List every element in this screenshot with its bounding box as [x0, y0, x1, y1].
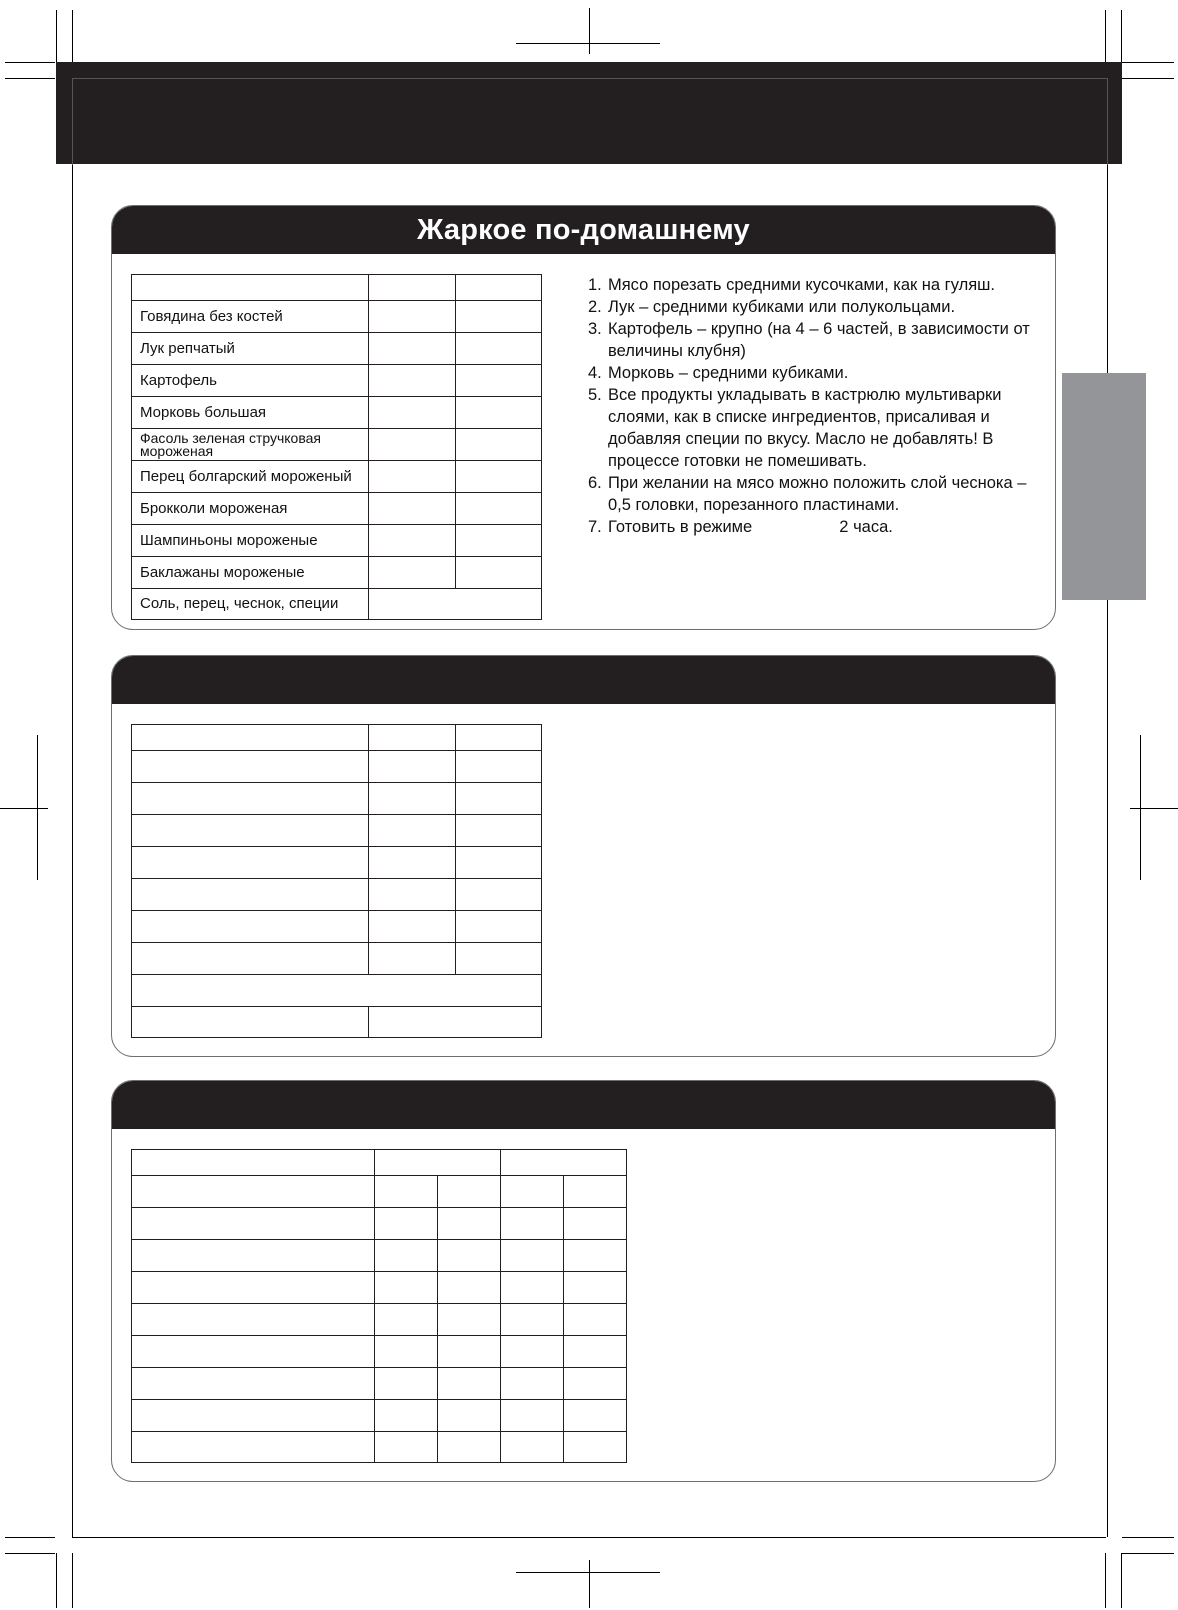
ingredient-name: Картофель [132, 365, 369, 397]
crop-mark [1122, 1537, 1174, 1538]
crop-mark [516, 1572, 660, 1573]
step-number: 2. [588, 298, 602, 316]
blank-cell [564, 1240, 627, 1272]
recipe-title: Жаркое по-домашнему [112, 206, 1055, 254]
table-row [132, 397, 542, 429]
ingredient-name: Морковь большая [132, 397, 369, 429]
blank-cell [375, 1272, 438, 1304]
table-row [132, 975, 542, 1007]
blank-cell [132, 1336, 375, 1368]
blank-cell [132, 1176, 375, 1208]
step-text: Все продукты укладывать в кастрюлю мультиварки слоями, как в списке ингредиентов, присаливая и добавляя специи по вкусу. Масло не добавлять! В процессе готовки не помешивать. [608, 386, 1002, 470]
ingredients-table-blank-wide [131, 1149, 627, 1463]
blank-cell [501, 1368, 564, 1400]
amount-cell [369, 461, 456, 493]
step-item [588, 274, 1048, 296]
blank-cell [132, 1272, 375, 1304]
ingredient-name: Говядина без костей [132, 301, 369, 333]
blank-cell [375, 1240, 438, 1272]
crop-mark [5, 62, 55, 63]
blank-cell [375, 1176, 438, 1208]
blank-cell [564, 1432, 627, 1463]
table-row [132, 429, 542, 461]
blank-cell [132, 943, 369, 975]
blank-cell [564, 1272, 627, 1304]
section-side-tab [1062, 373, 1146, 600]
crop-mark [72, 1537, 1106, 1538]
blank-cell [438, 1208, 501, 1240]
blank-cell [375, 1368, 438, 1400]
step-item [588, 384, 1048, 472]
amount-cell [369, 493, 456, 525]
ingredient-name: Фасоль зеленая стручковая мороженая [132, 429, 369, 461]
blank-cell [369, 815, 456, 847]
table-header-row [132, 275, 542, 301]
step-number: 3. [588, 320, 602, 338]
table-row [132, 1400, 627, 1432]
blank-cell [501, 1336, 564, 1368]
ingredient-name: Соль, перец, чеснок, специи [132, 589, 369, 620]
ingredient-name: Баклажаны мороженые [132, 557, 369, 589]
header-band-inner [72, 78, 1108, 165]
amount-cell [369, 365, 456, 397]
header-band [56, 62, 1122, 164]
blank-cell [132, 1007, 369, 1038]
table-row [132, 1176, 627, 1208]
blank-cell [132, 1304, 375, 1336]
blank-cell [501, 1272, 564, 1304]
ingredient-name: Лук репчатый [132, 333, 369, 365]
crop-mark [1122, 1553, 1174, 1554]
blank-cell [375, 1400, 438, 1432]
ingredients-table [131, 274, 542, 620]
blank-cell [369, 847, 456, 879]
blank-cell [369, 911, 456, 943]
table-row [132, 1272, 627, 1304]
table-row [132, 1240, 627, 1272]
step-item [588, 296, 1048, 318]
step-number: 1. [588, 276, 602, 294]
recipe-steps [588, 274, 1048, 538]
table-row [132, 815, 542, 847]
blank-cell [456, 815, 542, 847]
crop-mark [1121, 10, 1122, 62]
blank-cell [132, 1400, 375, 1432]
step-item [588, 318, 1048, 362]
blank-cell [438, 1400, 501, 1432]
recipe-card-1 [111, 205, 1056, 630]
amount-cell [456, 365, 542, 397]
step-text: Картофель – крупно (на 4 – 6 частей, в зависимости от величины клубня) [608, 320, 1030, 360]
blank-cell [369, 783, 456, 815]
blank-cell [369, 751, 456, 783]
table-row [132, 589, 542, 620]
amount-cell [369, 589, 542, 620]
amount-cell [456, 301, 542, 333]
ingredient-name: Брокколи мороженая [132, 493, 369, 525]
blank-cell [456, 879, 542, 911]
table-row [132, 911, 542, 943]
blank-cell [501, 1150, 627, 1176]
blank-cell [501, 1400, 564, 1432]
blank-cell [438, 1432, 501, 1463]
step-text: При желании на мясо можно положить слой чеснока – 0,5 головки, порезанного пластинами. [608, 474, 1027, 514]
blank-cell [132, 879, 369, 911]
blank-cell [456, 911, 542, 943]
crop-mark [1105, 1553, 1106, 1608]
blank-cell [375, 1336, 438, 1368]
step-text: Мясо порезать средними кусочками, как на гуляш. [608, 276, 995, 294]
step-number: 6. [588, 474, 602, 492]
table-row [132, 1368, 627, 1400]
blank-cell [501, 1240, 564, 1272]
blank-cell [375, 1150, 501, 1176]
crop-mark [1122, 62, 1174, 63]
blank-cell [438, 1272, 501, 1304]
blank-cell [132, 725, 369, 751]
header-cell [456, 275, 542, 301]
table-row [132, 493, 542, 525]
table-row [132, 943, 542, 975]
ingredients-table-blank [131, 724, 542, 1038]
recipe-card-2 [111, 655, 1056, 1057]
table-row [132, 1432, 627, 1463]
blank-cell [564, 1304, 627, 1336]
table-row [132, 301, 542, 333]
blank-cell [564, 1176, 627, 1208]
blank-cell [456, 847, 542, 879]
blank-cell [132, 751, 369, 783]
blank-cell [501, 1208, 564, 1240]
blank-cell [501, 1432, 564, 1463]
table-row [132, 557, 542, 589]
blank-cell [438, 1336, 501, 1368]
amount-cell [369, 525, 456, 557]
blank-cell [132, 1240, 375, 1272]
blank-cell [564, 1368, 627, 1400]
crop-mark [1121, 1553, 1122, 1608]
recipe-card-3 [111, 1080, 1056, 1482]
recipe-title-empty [112, 656, 1055, 704]
blank-cell [132, 1432, 375, 1463]
blank-cell [132, 1208, 375, 1240]
amount-cell [456, 557, 542, 589]
blank-cell [369, 725, 456, 751]
crop-mark [1105, 10, 1106, 62]
blank-cell [375, 1208, 438, 1240]
crop-mark [1130, 808, 1178, 809]
blank-cell [564, 1400, 627, 1432]
ingredient-name: Перец болгарский мороженый [132, 461, 369, 493]
table-row [132, 783, 542, 815]
table-row [132, 525, 542, 557]
table-row [132, 1336, 627, 1368]
blank-cell [456, 725, 542, 751]
blank-cell [456, 783, 542, 815]
blank-cell [438, 1176, 501, 1208]
crop-mark [1122, 78, 1174, 79]
step-item [588, 362, 1048, 384]
crop-mark [516, 43, 660, 44]
crop-mark [72, 10, 73, 62]
recipe-title-empty [112, 1081, 1055, 1129]
amount-cell [369, 301, 456, 333]
amount-cell [369, 429, 456, 461]
blank-cell [501, 1304, 564, 1336]
table-header-row [132, 1150, 627, 1176]
step-text: Морковь – средними кубиками. [608, 364, 849, 382]
crop-mark [0, 808, 48, 809]
blank-cell [564, 1336, 627, 1368]
step-number: 4. [588, 364, 602, 382]
amount-cell [456, 429, 542, 461]
blank-cell [132, 1150, 375, 1176]
blank-cell [501, 1176, 564, 1208]
ingredient-name: Шампиньоны мороженые [132, 525, 369, 557]
blank-cell [132, 1368, 375, 1400]
blank-cell [369, 943, 456, 975]
blank-cell [132, 975, 542, 1007]
amount-cell [369, 397, 456, 429]
step-number: 5. [588, 386, 602, 404]
blank-cell [369, 1007, 542, 1038]
amount-cell [456, 525, 542, 557]
blank-cell [438, 1240, 501, 1272]
step-text: Готовить в режиме 2 часа. [608, 518, 893, 536]
table-row [132, 461, 542, 493]
amount-cell [456, 461, 542, 493]
step-number: 7. [588, 518, 602, 536]
crop-mark [37, 735, 38, 880]
blank-cell [375, 1432, 438, 1463]
blank-cell [564, 1208, 627, 1240]
blank-cell [369, 879, 456, 911]
blank-cell [132, 847, 369, 879]
table-row [132, 751, 542, 783]
crop-mark [5, 1537, 55, 1538]
amount-cell [369, 333, 456, 365]
blank-cell [132, 911, 369, 943]
header-cell [369, 275, 456, 301]
blank-cell [456, 943, 542, 975]
table-row [132, 1007, 542, 1038]
amount-cell [369, 557, 456, 589]
crop-mark [1140, 735, 1141, 880]
table-row [132, 1208, 627, 1240]
step-item [588, 516, 1048, 538]
step-item [588, 472, 1048, 516]
blank-cell [132, 783, 369, 815]
table-row [132, 1304, 627, 1336]
table-row [132, 725, 542, 751]
crop-mark [56, 1553, 57, 1608]
crop-mark [56, 10, 57, 62]
blank-cell [375, 1304, 438, 1336]
crop-mark [72, 1553, 73, 1608]
amount-cell [456, 493, 542, 525]
header-cell [132, 275, 369, 301]
crop-mark [5, 78, 55, 79]
crop-mark [589, 8, 590, 54]
table-row [132, 847, 542, 879]
blank-cell [438, 1304, 501, 1336]
amount-cell [456, 333, 542, 365]
blank-cell [438, 1368, 501, 1400]
step-text: Лук – средними кубиками или полукольцами. [608, 298, 956, 316]
table-row [132, 879, 542, 911]
blank-cell [456, 751, 542, 783]
crop-mark [589, 1560, 590, 1608]
table-row [132, 365, 542, 397]
table-row [132, 333, 542, 365]
blank-cell [132, 815, 369, 847]
crop-mark [5, 1553, 55, 1554]
amount-cell [456, 397, 542, 429]
